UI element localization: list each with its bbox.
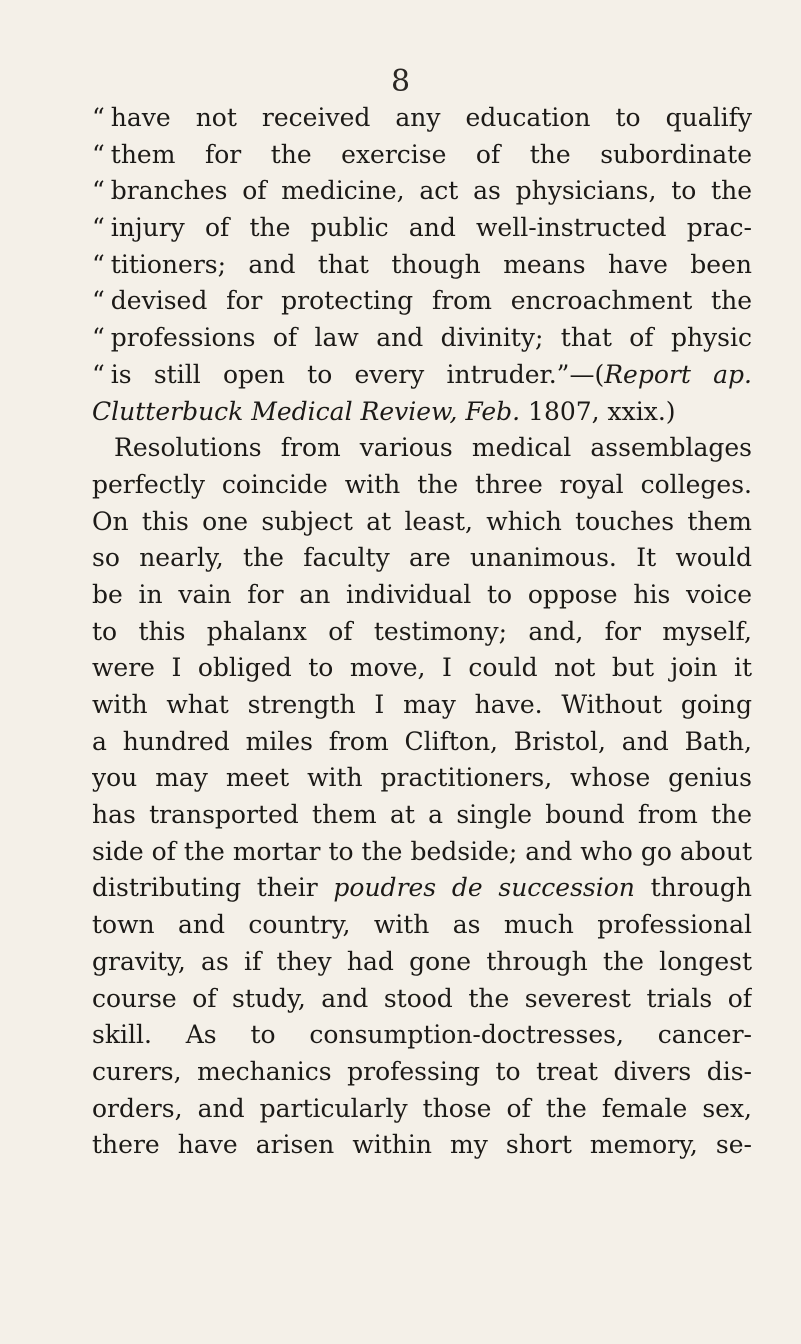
text-line	[92, 1091, 752, 1128]
line-text: orders, and particularly those of the female sex,	[92, 1093, 752, 1123]
text-line	[92, 614, 752, 651]
text-line	[92, 430, 752, 467]
text-line	[92, 283, 752, 320]
line-text: gravity, as if they had gone through the longest	[92, 946, 752, 976]
text-line	[92, 1127, 752, 1164]
quote-mark: “	[92, 359, 105, 389]
line-text: them for the exercise of the subordinate	[110, 139, 752, 169]
line-text: side of the mortar to the bedside; and who go about	[92, 836, 752, 866]
text-line	[92, 467, 752, 504]
line-italic-text: poudres de succession	[333, 873, 635, 903]
line-text: so nearly, the faculty are unanimous. It would	[92, 543, 752, 573]
text-line	[92, 247, 752, 284]
line-text: town and country, with as much professional	[92, 910, 752, 940]
line-text: you may meet with practitioners, whose genius	[92, 763, 752, 793]
text-line	[92, 760, 752, 797]
line-text: On this one subject at least, which touches them	[92, 506, 752, 536]
line-text: professions of law and divinity; that of physic	[110, 323, 752, 353]
line-text: curers, mechanics professing to treat divers dis-	[92, 1056, 752, 1086]
line-text: with what strength I may have. Without going	[92, 690, 752, 719]
text-line	[92, 320, 752, 357]
line-text: injury of the public and well-instructed prac-	[110, 213, 752, 243]
line-text: devised for protecting from encroachment the	[110, 286, 752, 316]
text-line	[92, 210, 752, 247]
quote-mark: “	[92, 323, 105, 353]
text-line	[92, 394, 752, 431]
text-line	[92, 540, 752, 577]
quote-mark: “	[92, 249, 105, 279]
text-line	[92, 173, 752, 210]
text-line	[92, 137, 752, 174]
text-line	[92, 650, 752, 687]
text-line	[92, 870, 752, 907]
line-text: be in vain for an individual to oppose his voice	[92, 579, 752, 609]
line-italic-text: Report ap.	[604, 359, 752, 389]
line-text: branches of medicine, act as physicians, to the	[110, 176, 752, 206]
line-text: course of study, and stood the severest trials of	[92, 983, 752, 1013]
line-text: were I obliged to move, I could not but join it	[92, 653, 752, 683]
line-text-after: through	[634, 873, 752, 903]
text-line	[92, 100, 752, 137]
text-line	[92, 944, 752, 981]
line-text: is still open to every intruder.”—(	[110, 359, 605, 389]
line-text: skill. As to consumption-doctresses, cancer-	[92, 1020, 752, 1050]
line-text: has transported them at a single bound from the	[92, 800, 752, 830]
text-line	[92, 504, 752, 541]
line-text: titioners; and that though means have been	[110, 249, 752, 279]
text-line	[92, 687, 752, 724]
line-text: Resolutions from various medical assemblages	[114, 433, 752, 463]
page-number: 8	[390, 64, 411, 99]
text-line	[92, 834, 752, 871]
quote-mark: “	[92, 103, 105, 132]
text-line	[92, 1017, 752, 1054]
line-text-after: 1807, xxix.)	[520, 396, 676, 426]
line-italic-text: Clutterbuck Medical Review, Feb.	[92, 396, 521, 426]
text-line	[92, 907, 752, 944]
line-text: there have arisen within my short memory, se-	[92, 1130, 752, 1160]
line-text: perfectly coincide with the three royal colleges.	[92, 469, 752, 499]
quote-mark: “	[92, 213, 105, 243]
quote-mark: “	[92, 139, 105, 169]
text-line	[92, 577, 752, 614]
text-line	[92, 724, 752, 761]
line-text: a hundred miles from Clifton, Bristol, and Bath,	[92, 726, 752, 756]
text-line	[92, 981, 752, 1018]
quote-mark: “	[92, 286, 105, 316]
line-text: distributing their	[92, 873, 334, 903]
body-text	[92, 100, 752, 1164]
line-text: have not received any education to qualify	[110, 103, 752, 132]
text-line	[92, 1054, 752, 1091]
quote-mark: “	[92, 176, 105, 206]
text-line	[92, 357, 752, 394]
text-line	[92, 797, 752, 834]
line-text: to this phalanx of testimony; and, for myself,	[92, 616, 752, 646]
